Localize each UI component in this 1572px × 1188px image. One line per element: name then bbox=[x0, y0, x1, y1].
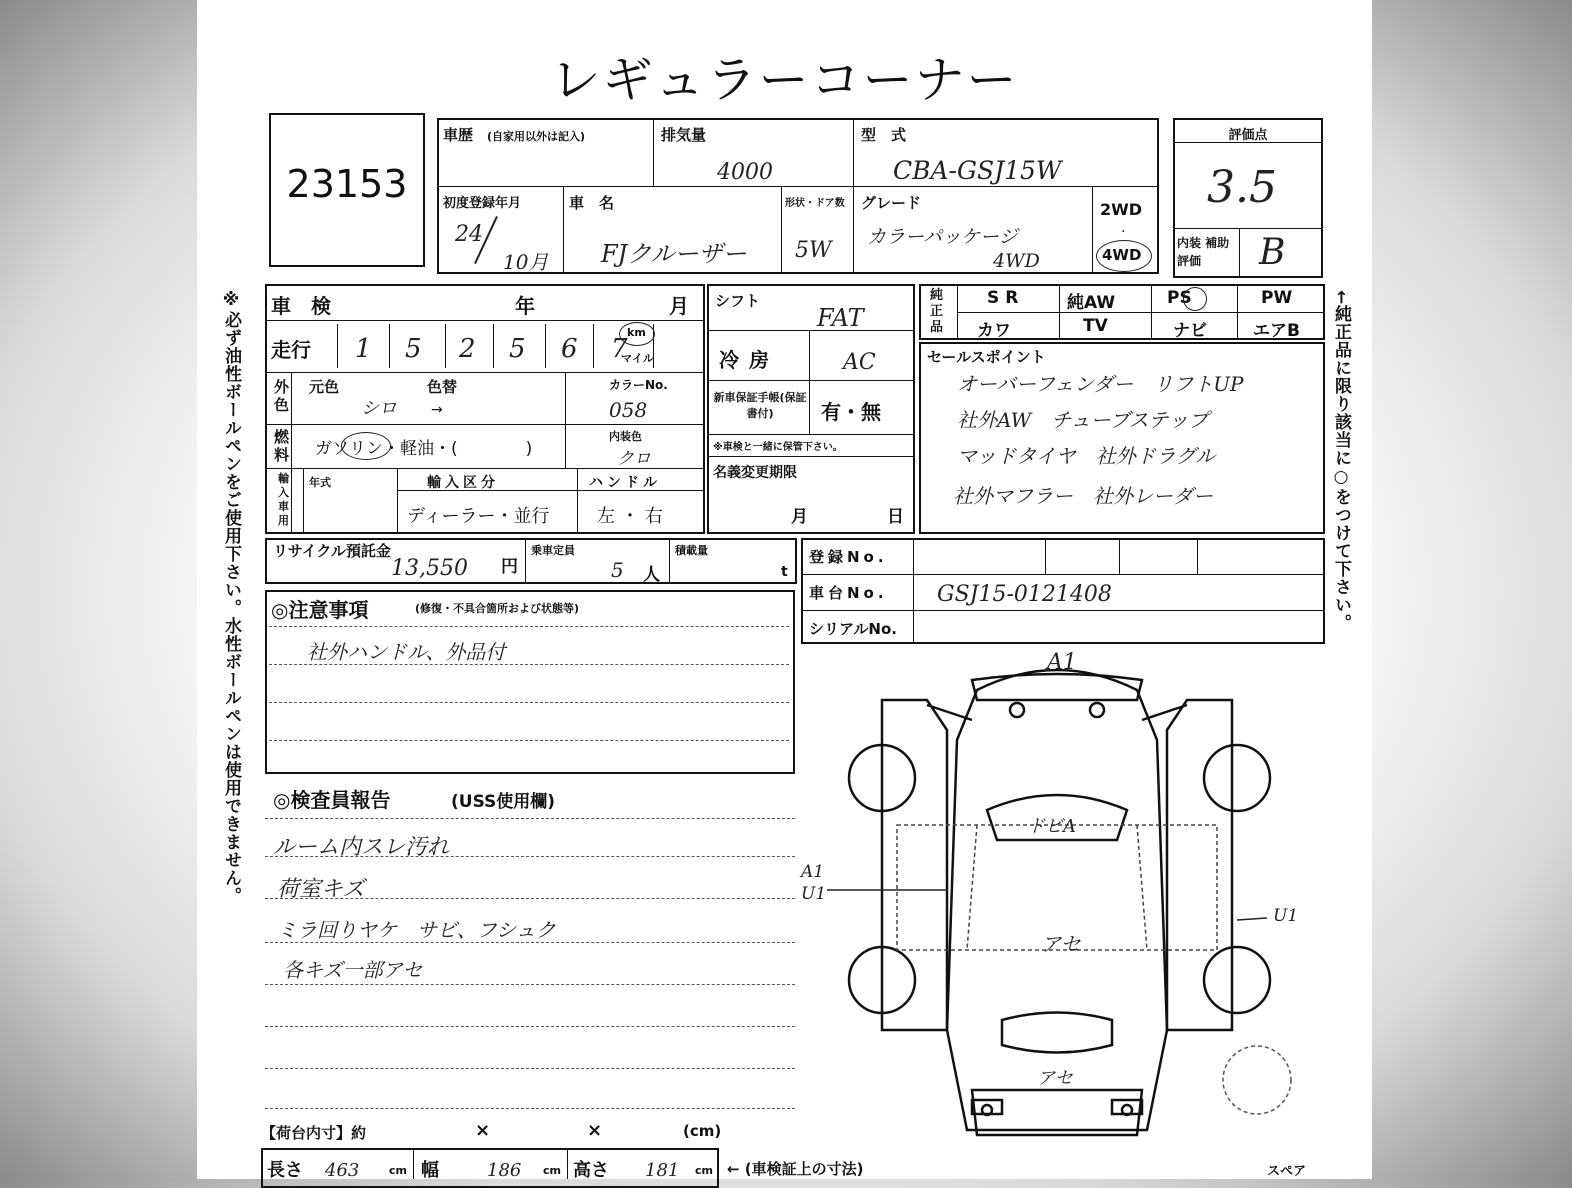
score-value: 3.5 bbox=[1207, 162, 1277, 213]
interior-label: 内装 補助評価 bbox=[1177, 236, 1230, 268]
handle-label: ハンドル bbox=[589, 475, 661, 491]
mileage-digit-4: 5 bbox=[509, 334, 526, 364]
original-color-label: 元色 bbox=[309, 378, 340, 396]
interior-value: B bbox=[1259, 232, 1286, 273]
auction-sheet: レギュラーコーナー 23153 車歴 (自家用以外は記入) 排気量 4000 型 式 CBA-GSJ15W 初度登録年月 24 10月 車 名 FJクルーザー 形状・ドア数 5W グレード カラーパッケージ 4WD 2WD · 4WD 評価点 3.5 内装 補助評価 B 車 検 年 月 走行 1 5 2 5 6 7 km マイル 外色 元色 シロ 色替 → カラーNo. 058 燃料 ガソリン・軽油・( ) 内装色 クロ 輸入車用 年式 輸入区分 ディーラー・並行 ハンドル 左・右 シフト FAT 冷房 AC 新車保証手帳(保証書付) 有・無 ※車検と一緒に保管下さい。 名義変更期限 月 日 純正品 SR 純AW PS PW カワ TV ナビ エアB セールスポイント オーバーフェンダー リフトUP 社外AW チューブステップ マッドタイヤ 社外ドラグル 社外マフラー 社外レーダー リサイクル預託金 13,550 円 乗車定員 5 人 積載量 t 登録No. 車台No. GSJ15-0121408 シリアルNo. ◎注意事項 (修復・不具合箇所および状態等) 社外ハンドル、外品付 ◎検査員報告 (USS使用欄) ルーム内スレ汚れ 荷室キズ ミラ回りヤケ サビ、フシュク 各キズ一部アセ 【荷台内寸】約 × × (cm) 長さ 463 cm 幅 186 cm 高さ 181 cm ← (車検証上の寸法) A1 ドビA アセ アセ A1 U1 U1 スペア ※必ず油性ボールペンをご使用下さい。水性ボールペンは使用できません。 ←純正品に限り該当に○をつけて下さい。 bbox=[197, 0, 1372, 1179]
capacity-label: 乗車定員 bbox=[531, 544, 575, 557]
inspection-year-label: 年 bbox=[515, 294, 535, 318]
history-label: 車歴 bbox=[443, 126, 474, 144]
sales-point-line-3: マッドタイヤ 社外ドラグル bbox=[957, 444, 1216, 468]
mileage-digit-3: 2 bbox=[459, 334, 476, 364]
width-label: 幅 bbox=[421, 1160, 439, 1181]
inspector-line-1: ルーム内スレ汚れ bbox=[273, 835, 450, 860]
interior-color-label: 内装色 bbox=[609, 430, 642, 443]
length-cm: cm bbox=[389, 1164, 407, 1177]
capacity-value: 5 bbox=[611, 558, 624, 582]
first-reg-label: 初度登録年月 bbox=[443, 196, 522, 211]
name-change-label: 名義変更期限 bbox=[713, 465, 797, 481]
interior-color-value: クロ bbox=[617, 449, 651, 469]
sales-point-line-4: 社外マフラー 社外レーダー bbox=[953, 484, 1213, 508]
notes-sub: (修復・不具合箇所および状態等) bbox=[415, 602, 580, 615]
diagram-hood: ドビA bbox=[1027, 816, 1076, 837]
ac-label: 冷房 bbox=[719, 348, 779, 372]
lot-number: 23153 bbox=[286, 162, 408, 206]
grade-value-2: 4WD bbox=[993, 250, 1040, 272]
side-note-right: ←純正品に限り該当に○をつけて下さい。 bbox=[1331, 290, 1351, 633]
diagram-a1-top: A1 bbox=[1047, 650, 1077, 675]
inspector-line-4: 各キズ一部アセ bbox=[283, 958, 423, 982]
genuine-label: 純正品 bbox=[930, 288, 944, 335]
import-year-label: 年式 bbox=[309, 476, 331, 489]
doors-label: 形状・ドア数 bbox=[785, 198, 845, 209]
diagram-roof: アセ bbox=[1041, 932, 1081, 956]
mileage-unit-mile: マイル bbox=[621, 352, 654, 365]
cargo-times-2: × bbox=[587, 1120, 603, 1141]
color-code-value: 058 bbox=[609, 398, 648, 422]
first-reg-year: 24 bbox=[455, 222, 483, 247]
inspector-label: ◎検査員報告 bbox=[273, 788, 391, 812]
chassis-number-value: GSJ15-0121408 bbox=[937, 582, 1112, 607]
displacement-label: 排気量 bbox=[661, 126, 707, 144]
color-change-label: 色替 bbox=[427, 378, 458, 396]
capacity-unit: 人 bbox=[643, 565, 660, 585]
manual-value: 有・無 bbox=[821, 400, 881, 424]
rear-window bbox=[1002, 1013, 1112, 1053]
width-cm: cm bbox=[543, 1164, 561, 1177]
cargo-note: ← (車検証上の寸法) bbox=[727, 1160, 864, 1178]
genuine-ps: PS bbox=[1167, 288, 1192, 308]
body-outline bbox=[947, 670, 1167, 1130]
manual-label: 新車保証手帳(保証書付) bbox=[713, 391, 807, 420]
first-reg-month: 10月 bbox=[503, 250, 549, 274]
diagram-rear: アセ bbox=[1037, 1068, 1073, 1089]
inspection-month-label: 月 bbox=[669, 294, 689, 318]
notes-line-1: 社外ハンドル、外品付 bbox=[307, 640, 506, 664]
height-value: 181 bbox=[645, 1160, 680, 1181]
cargo-unit: (cm) bbox=[683, 1122, 722, 1140]
inspection-label: 車 検 bbox=[271, 294, 331, 318]
manual-note: ※車検と一緒に保管下さい。 bbox=[713, 442, 843, 453]
length-label: 長さ bbox=[267, 1160, 303, 1181]
name-change-day: 日 bbox=[887, 507, 904, 527]
doors-value: 5W bbox=[795, 238, 832, 263]
history-note: (自家用以外は記入) bbox=[487, 130, 586, 143]
color-code-label: カラーNo. bbox=[609, 378, 668, 392]
cargo-times-1: × bbox=[475, 1120, 491, 1141]
side-note-left: ※必ず油性ボールペンをご使用下さい。水性ボールペンは使用できません。 bbox=[221, 290, 241, 905]
sales-points-label: セールスポイント bbox=[927, 348, 1046, 366]
sales-point-line-1: オーバーフェンダー リフトUP bbox=[957, 372, 1244, 396]
inspector-sub: (USS使用欄) bbox=[451, 792, 556, 812]
inspector-line-2: 荷室キズ bbox=[277, 877, 365, 902]
recycle-value: 13,550 bbox=[391, 556, 468, 581]
chassis-number-label: 車台No. bbox=[809, 584, 888, 602]
ac-value: AC bbox=[843, 350, 876, 375]
shift-value: FAT bbox=[817, 304, 864, 332]
notes-label: ◎注意事項 bbox=[271, 598, 369, 622]
score-label: 評価点 bbox=[1228, 128, 1268, 143]
left-mirror bbox=[927, 705, 972, 720]
recycle-unit: 円 bbox=[501, 557, 518, 577]
name-change-month: 月 bbox=[791, 507, 808, 527]
mileage-km-circle bbox=[619, 322, 655, 346]
right-mirror bbox=[1142, 705, 1187, 720]
genuine-navi: ナビ bbox=[1173, 321, 1207, 341]
inspector-line-3: ミラ回りヤケ サビ、フシュク bbox=[277, 918, 556, 942]
genuine-sr: SR bbox=[987, 288, 1025, 308]
height-cm: cm bbox=[695, 1164, 713, 1177]
genuine-aw: 純AW bbox=[1067, 293, 1116, 313]
length-value: 463 bbox=[325, 1160, 360, 1181]
sheet-title: レギュラーコーナー bbox=[550, 51, 1019, 109]
car-name-value: FJクルーザー bbox=[601, 240, 747, 268]
color-change-value: → bbox=[431, 402, 443, 418]
load-unit: t bbox=[781, 564, 788, 580]
rear-bumper bbox=[972, 1090, 1142, 1135]
fuel-options: ガソリン・軽油・( ) bbox=[315, 439, 533, 459]
car-name-label: 車 名 bbox=[569, 194, 615, 212]
handle-value: 左・右 bbox=[597, 506, 669, 527]
mileage-digit-6: 7 bbox=[611, 334, 628, 364]
sales-point-line-2: 社外AW チューブステップ bbox=[957, 408, 1209, 432]
mileage-label: 走行 bbox=[271, 338, 311, 362]
genuine-pw: PW bbox=[1261, 288, 1293, 308]
mileage-digit-5: 6 bbox=[561, 334, 578, 364]
cargo-label: 【荷台内寸】約 bbox=[261, 1124, 367, 1142]
width-value: 186 bbox=[487, 1160, 522, 1181]
recycle-label: リサイクル預託金 bbox=[273, 542, 391, 560]
rear-right-wheel bbox=[1204, 947, 1270, 1013]
import-label: 輸入車用 bbox=[278, 472, 289, 527]
load-label: 積載量 bbox=[675, 544, 708, 557]
mileage-unit-km: km bbox=[627, 326, 646, 339]
grade-label: グレード bbox=[861, 194, 922, 212]
genuine-leather: カワ bbox=[977, 321, 1011, 341]
import-category-label: 輸入区分 bbox=[427, 475, 499, 491]
genuine-ps-circle bbox=[1183, 287, 1207, 311]
import-category-value: ディーラー・並行 bbox=[407, 506, 550, 527]
diagram-right-mark: U1 bbox=[1273, 906, 1299, 926]
mileage-digit-1: 1 bbox=[355, 334, 372, 364]
genuine-tv: TV bbox=[1083, 316, 1108, 336]
drive-2wd: 2WD bbox=[1100, 200, 1143, 219]
mileage-digit-2: 5 bbox=[405, 334, 422, 364]
model-type-label: 型 式 bbox=[861, 126, 907, 144]
serial-number-label: シリアルNo. bbox=[809, 620, 897, 638]
shift-label: シフト bbox=[715, 292, 761, 310]
exterior-color-label: 外色 bbox=[274, 378, 290, 414]
front-right-wheel bbox=[1204, 745, 1270, 811]
diagram-left-mark-1: A1 bbox=[801, 862, 825, 882]
original-color-value: シロ bbox=[361, 398, 397, 419]
drive-4wd: 4WD bbox=[1102, 246, 1142, 264]
drive-4wd-circle bbox=[1096, 240, 1152, 272]
diagram-spare: スペア bbox=[1267, 1164, 1307, 1179]
reg-number-label: 登録No. bbox=[809, 548, 888, 566]
front-bumper bbox=[972, 674, 1142, 700]
diagram-left-mark-2: U1 bbox=[801, 884, 827, 904]
fuel-gasoline-circle bbox=[341, 432, 391, 460]
height-label: 高さ bbox=[573, 1160, 609, 1181]
displacement-value: 4000 bbox=[717, 160, 773, 185]
model-type-value: CBA-GSJ15W bbox=[893, 156, 1062, 185]
grade-value-1: カラーパッケージ bbox=[867, 226, 1018, 248]
fuel-label: 燃料 bbox=[274, 428, 290, 464]
genuine-airbag: エアB bbox=[1253, 321, 1300, 341]
